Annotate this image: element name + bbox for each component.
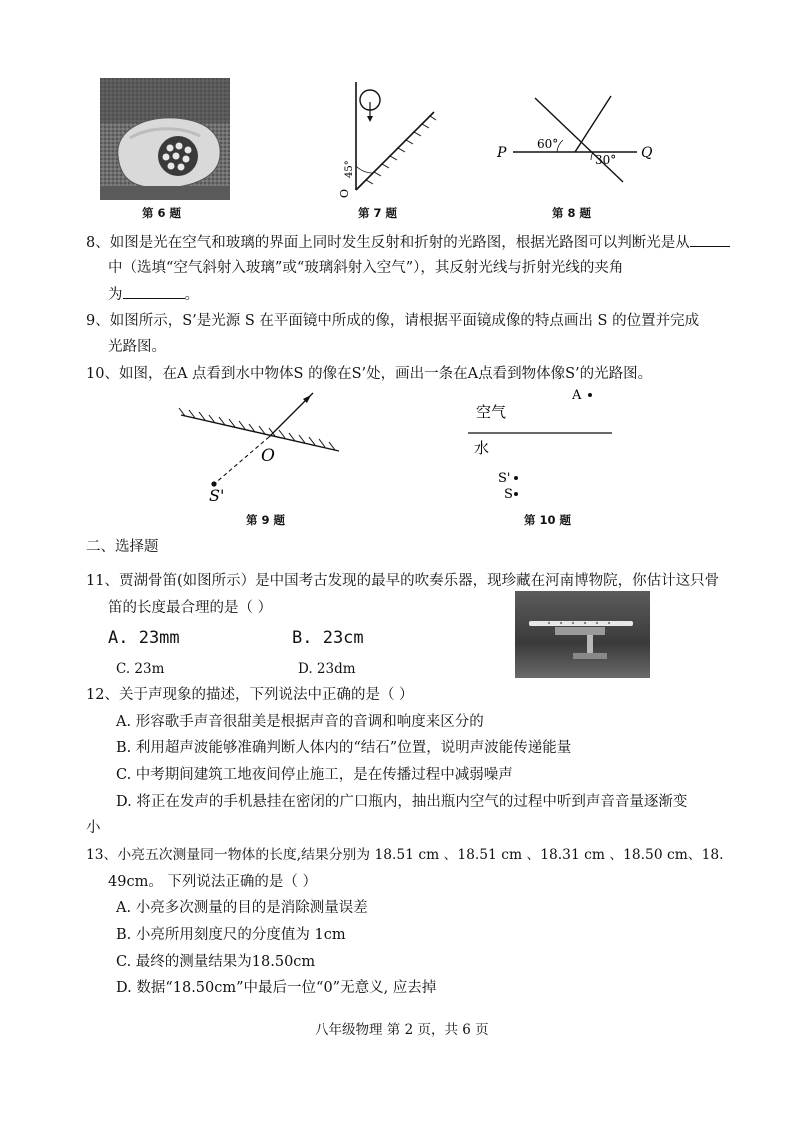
q9-line1: 9、如图所示，S’是光源 S 在平面镜中所成的像，请根据平面镜成像的特点画出 S 的位置并完成	[86, 313, 700, 329]
q11-option-a[interactable]: A. 23mm	[108, 628, 180, 648]
q13-option-a[interactable]: A. 小亮多次测量的目的是消除测量误差	[116, 900, 368, 916]
q12-option-c[interactable]: C. 中考期间建筑工地夜间停止施工，是在传播过程中减弱噪声	[116, 767, 513, 783]
q9-line2: 光路图。	[108, 339, 166, 355]
q8-line3	[108, 284, 199, 305]
q11-option-b[interactable]: B. 23cm	[292, 628, 364, 648]
q8-line1	[86, 232, 730, 253]
figure-8-caption: 第 8 题	[552, 206, 592, 220]
q12-option-d[interactable]: D. 将正在发声的手机悬挂在密闭的广口瓶内，抽出瓶内空气的过程中听到声音音量逐渐变	[116, 794, 688, 810]
q8-blank-2[interactable]	[123, 284, 185, 299]
figure-10-diagram	[462, 385, 622, 505]
q13-line2: 49cm。 下列说法正确的是（ ）	[108, 874, 318, 890]
page-footer: 八年级物理 第 2 页，共 6 页	[315, 1022, 489, 1038]
figure-8-angle-60: 60°	[537, 137, 559, 151]
q12-option-b[interactable]: B. 利用超声波能够准确判断人体内的“结石”位置，说明声波能传递能量	[116, 740, 572, 756]
figure-10-caption: 第 10 题	[524, 513, 572, 527]
q12-option-a[interactable]: A. 形容歌手声音很甜美是根据声音的音调和响度来区分的	[116, 714, 484, 730]
figure-10-air-label: 空气	[476, 403, 507, 421]
figure-8-P-label: P	[497, 145, 507, 161]
q11-option-d[interactable]: D. 23dm	[298, 661, 356, 677]
q13-option-d[interactable]: D. 数据“18.50cm”中最后一位“0”无意义, 应去掉	[116, 980, 437, 996]
q13-option-c[interactable]: C. 最终的测量结果为18.50cm	[116, 954, 316, 970]
figure-9-S-label: S'	[209, 486, 225, 505]
figure-10-water-label: 水	[474, 439, 490, 457]
q13-line1: 13、小亮五次测量同一物体的长度,结果分别为 18.51 cm 、18.51 cm 、18.31 cm 、18.50 cm、18.	[86, 847, 724, 863]
q11-line2: 笛的长度最合理的是（ ）	[108, 600, 273, 616]
figure-8-diagram	[495, 90, 665, 190]
figure-9-O-label: O	[261, 446, 275, 466]
stone-photo-image	[100, 78, 230, 200]
section-2-title: 二、选择题	[86, 539, 159, 555]
figure-7-diagram	[340, 78, 440, 198]
q8-blank-1[interactable]	[690, 232, 730, 247]
figure-6-photo	[100, 78, 230, 200]
figure-9-diagram	[175, 385, 345, 505]
figure-8-angle-30: 30°	[595, 153, 617, 167]
q13-option-b[interactable]: B. 小亮所用刻度尺的分度值为 1cm	[116, 927, 346, 943]
q8-text-3a: 为	[108, 287, 123, 303]
figure-8-Q-label: Q	[641, 145, 653, 161]
figure-7-point-label: O	[338, 188, 351, 198]
q8-text-1: 8、如图是光在空气和玻璃的界面上同时发生反射和折射的光路图，根据光路图可以判断光是从	[86, 235, 690, 251]
figure-10-S-label: S	[504, 487, 513, 502]
figure-9-caption: 第 9 题	[246, 513, 286, 527]
figure-7-angle-label: 45°	[344, 160, 355, 178]
q11-line1: 11、贾湖骨笛(如图所示）是中国考古发现的最早的吹奏乐器，现珍藏在河南博物院，你估计这只骨	[86, 573, 720, 589]
bone-flute-photo	[515, 591, 650, 678]
q10-line1: 10、如图，在A 点看到水中物体S 的像在S’处，画出一条在A点看到物体像S’的光路图。	[86, 366, 653, 382]
figure-6-caption: 第 6 题	[142, 206, 182, 220]
figure-7-caption: 第 7 题	[358, 206, 398, 220]
q11-option-c[interactable]: C. 23m	[116, 661, 165, 677]
figure-10-Sprime-label: S'	[498, 471, 511, 486]
figure-10-A-label: A	[572, 388, 582, 403]
q8-line2: 中（选填“空气斜射入玻璃”或“玻璃斜射入空气”），其反射光线与折射光线的夹角	[108, 260, 624, 276]
q12-stem: 12、关于声现象的描述，下列说法中正确的是（ ）	[86, 687, 414, 703]
q8-text-3b: 。	[184, 287, 199, 303]
q12-option-d-cont: 小	[86, 820, 101, 836]
